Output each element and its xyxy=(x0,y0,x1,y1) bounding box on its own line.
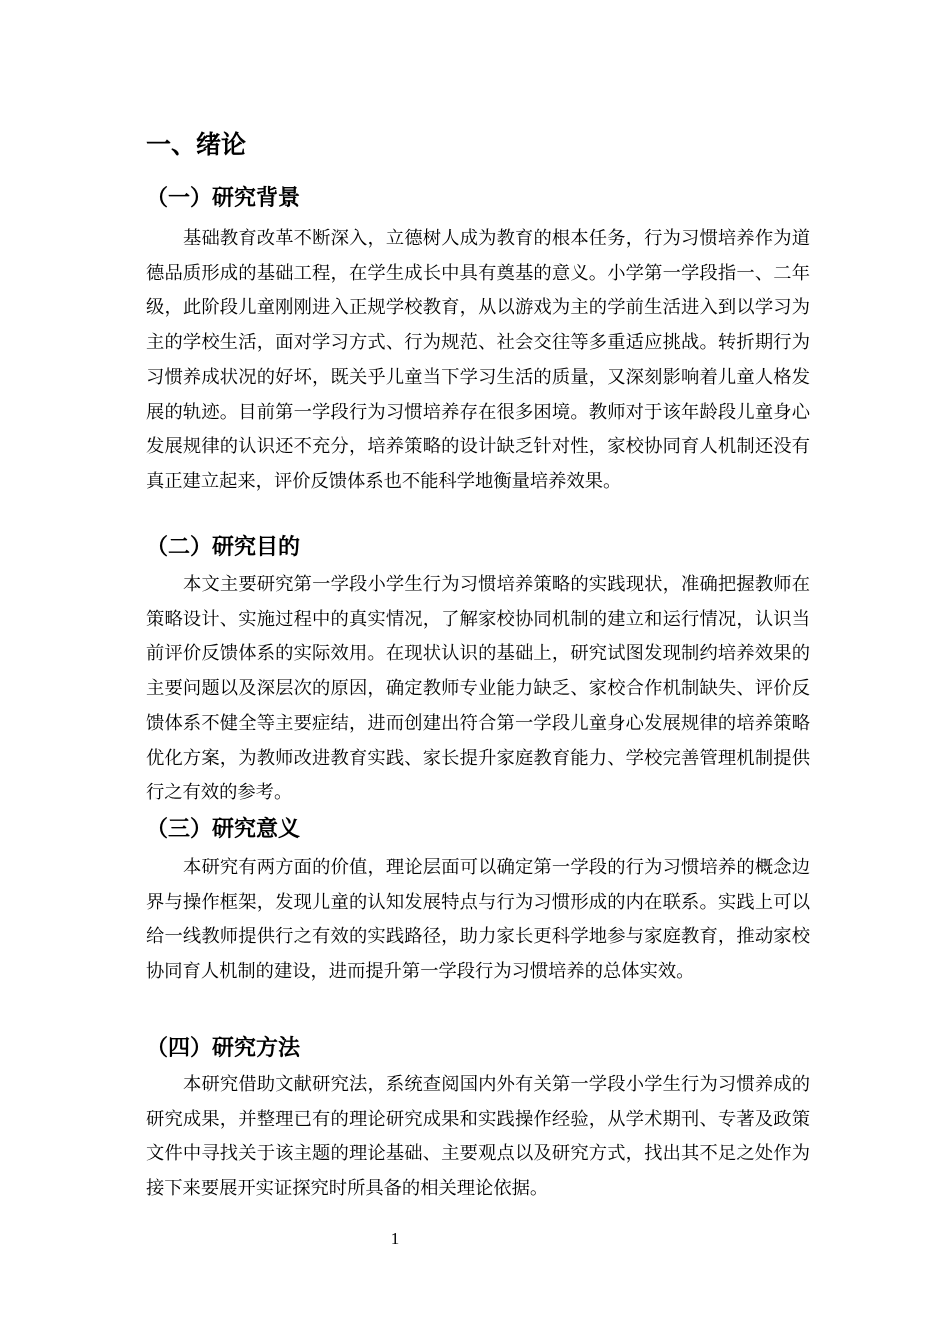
section-title-background: （一）研究背景 xyxy=(146,186,301,211)
section-body-method: 本研究借助文献研究法，系统查阅国内外有关第一学段小学生行为习惯养成的研究成果，并整理已有的理论研究成果和实践操作经验，从学术期刊、专著及政策文件中寻找关于该主题的理论基础、主要观点以及研究方式，找出其不足之处作为接下来要展开实证探究时所具备的相关理论依据。 xyxy=(146,1074,810,1200)
page-number: 1 xyxy=(390,1229,400,1248)
section-title-significance: （三）研究意义 xyxy=(146,817,301,842)
section-title-purpose: （二）研究目的 xyxy=(146,535,301,560)
section-body-purpose: 本文主要研究第一学段小学生行为习惯培养策略的实践现状，准确把握教师在策略设计、实施过程中的真实情况，了解家校协同机制的建立和运行情况，认识当前评价反馈体系的实际效用。在现状认识的基础上，研究试图发现制约培养效果的主要问题以及深层次的原因，确定教师专业能力缺乏、家校合作机制缺失、评价反馈体系不健全等主要症结，进而创建出符合第一学段儿童身心发展规律的培养策略优化方案，为教师改进教育实践、家长提升家庭教育能力、学校完善管理机制提供行之有效的参考。 xyxy=(146,574,810,804)
section-title-method: （四）研究方法 xyxy=(146,1036,301,1061)
chapter-title: 一、绪论 xyxy=(146,130,247,159)
section-body-background: 基础教育改革不断深入，立德树人成为教育的根本任务，行为习惯培养作为道德品质形成的基础工程，在学生成长中具有奠基的意义。小学第一学段指一、二年级，此阶段儿童刚刚进入正规学校教育，从以游戏为主的学前生活进入到以学习为主的学校生活，面对学习方式、行为规范、社会交往等多重适应挑战。转折期行为习惯养成状况的好坏，既关乎儿童当下学习生活的质量，又深刻影响着儿童人格发展的轨迹。目前第一学段行为习惯培养存在很多困境。教师对于该年龄段儿童身心发展规律的认识还不充分，培养策略的设计缺乏针对性，家校协同育人机制还没有真正建立起来，评价反馈体系也不能科学地衡量培养效果。 xyxy=(146,228,810,492)
section-body-significance: 本研究有两方面的价值，理论层面可以确定第一学段的行为习惯培养的概念边界与操作框架，发现儿童的认知发展特点与行为习惯形成的内在联系。实践上可以给一线教师提供行之有效的实践路径，助力家长更科学地参与家庭教育，推动家校协同育人机制的建设，进而提升第一学段行为习惯培养的总体实效。 xyxy=(146,857,810,983)
